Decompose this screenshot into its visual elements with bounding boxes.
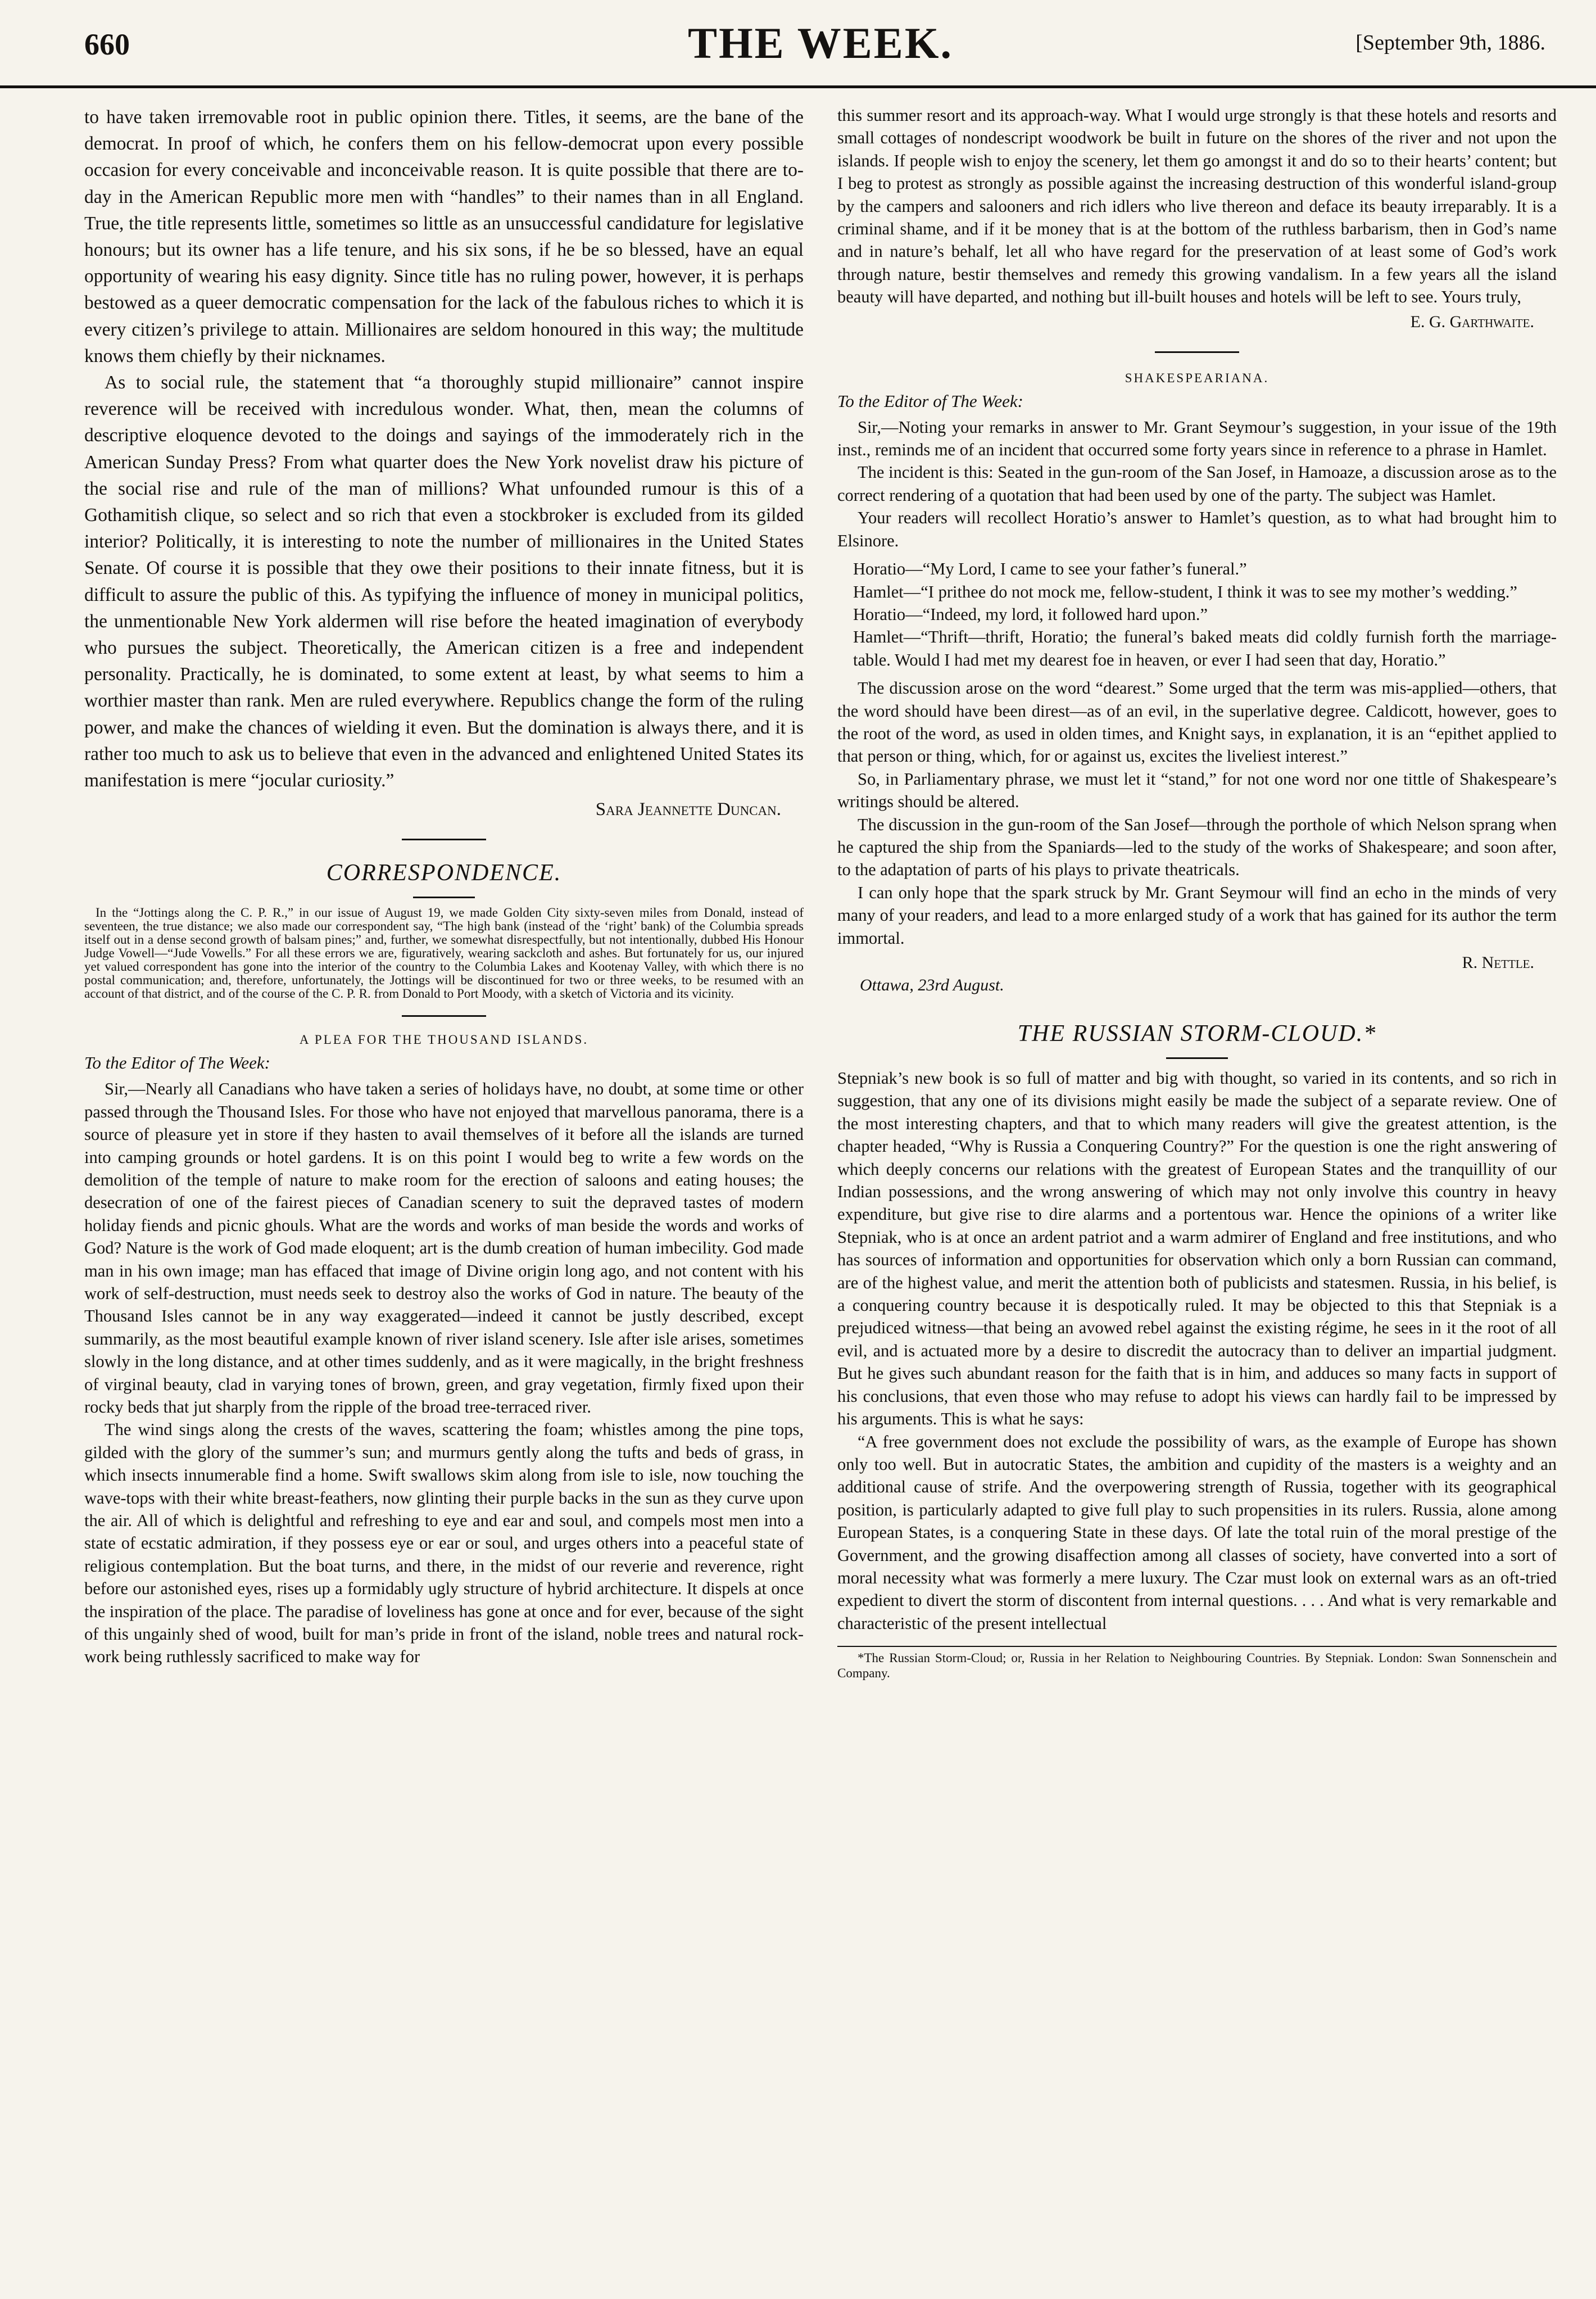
shakespeariana-salutation: To the Editor of The Week: — [837, 391, 1023, 411]
shakespeariana-paragraph: So, in Parliamentary phrase, we must let it “stand,” for not one word nor one tittle of Shakespeare’s writings should be altered. — [837, 769, 1557, 812]
essay-signature: Sara Jeannette Duncan. — [595, 799, 781, 820]
columns — [84, 104, 1557, 1681]
spacer — [837, 671, 1557, 677]
plea-salutation: To the Editor of The Week: — [84, 1053, 270, 1073]
shakespeariana-paragraph: I can only hope that the spark struck by Mr. Grant Seymour will find an echo in the minds of very many of your readers, and lead to a more enlarged study of a work that has gained for its author the term immortal. — [837, 883, 1557, 948]
shakespeariana-title: SHAKESPEARIANA. — [1125, 370, 1269, 385]
header-rule — [0, 85, 1596, 88]
shakespeariana-signature: R. Nettle. — [1462, 953, 1534, 972]
plea-continuation: this summer resort and its approach-way. What I would urge strongly is that these hotels and resorts and small cottages of nondescript woodwork be built in future on the shores of the river and not upon the islands. If people wish to enjoy the scenery, let them go amongst it and do so to their hearts’ content; but I beg to protest as strongly as possible against the increasing destruction of this wonderful island-group by the campers and salooners and rich idlers who live thereon and deface its beauty irreparably. It is a criminal shame, and if it be money that is at the bottom of the ruthless barbarism, then in God’s name and in nature’s behalf, let all who have regard for the preservation of at least some of God’s work through nature, bestir themselves and remedy this growing vandalism. In a few years all the island beauty will have departed, and nothing but ill-built houses and hotels will be left to see. Yours truly, — [837, 106, 1557, 307]
shakespeariana-paragraph: The discussion in the gun-room of the San Josef—through the porthole of which Nelson sprang when he captured the ship from the Spaniards—led to the study of the works of Shakespeare; and soon after, to the adaptation of parts of his plays to private theatricals. — [837, 814, 1557, 880]
shakespeariana-dateline: Ottawa, 23rd August. — [860, 976, 1004, 994]
heading-rule — [413, 897, 475, 898]
journal-title: THE WEEK. — [687, 19, 954, 67]
right-column — [837, 104, 1557, 1681]
plea-signature: E. G. Garthwaite. — [1410, 312, 1534, 331]
footnote: *The Russian Storm-Cloud; or, Russia in her Relation to Neighbouring Countries. By Stepniak. London: Swan Sonnenschein and Company. — [837, 1646, 1557, 1681]
shakespeariana-paragraph: The incident is this: Seated in the gun-room of the San Josef, in Hamoaze, a discussion arose as to the correct rendering of a quotation that had been used by one of the party. The subject was Hamlet. — [837, 463, 1557, 505]
page-number: 660 — [84, 28, 130, 61]
hamlet-dialogue — [837, 558, 1557, 671]
dialogue-line: Hamlet—“I prithee do not mock me, fellow-student, I think it was to see my mother’s wedding.” — [853, 582, 1517, 601]
plea-paragraph: Sir,—Nearly all Canadians who have taken a series of holidays have, no doubt, at some time or other passed through the Thousand Isles. For those who have not enjoyed that marvellous panorama, there is a source of pleasure yet in store if they hasten to avail themselves of it before all the islands are turned into camping grounds or hotel gardens. It is on this point I would beg to write a few words on the demolition of the temple of nature to make room for the erection of saloons and eating houses; the desecration of one of the fairest pieces of Canadian scenery to suit the depraved tastes of modern holiday fiends and picnic ghouls. What are the words and works of man beside the words and works of God? Nature is the work of God made eloquent; art is the dumb creation of human imbecility. God made man in his own image; man has effaced that image of Divine origin long ago, and not content with his work of self-destruction, must needs seek to destroy also the works of God in nature. The beauty of the Thousand Isles cannot be in any way exaggerated—indeed it cannot be justly described, except summarily, as the most beautiful example known of river island scenery. Isle after isle arises, sometimes slowly in the long distance, and at other times suddenly, and as it were magically, in the bright freshness of virginal beauty, clad in varying tones of brown, green, and gray vegetation, firmly fixed upon their rocky beds that jut sharply from the ripple of the broad tree-terraced river. — [84, 1079, 804, 1416]
correspondence-note: In the “Jottings along the C. P. R.,” in our issue of August 19, we made Golden City sixty-seven miles from Donald, instead of seventeen, the true distance; we also made our correspondent say, “The high bank (instead of the ‘right’ bank) of the Columbia spreads itself out in a dense second growth of balsam pines;” and, further, we somewhat disrespectfully, but not intentionally, dubbed His Honour Judge Vowell—“Jude Vowells.” For all these errors we are, figuratively, wearing sackcloth and ashes. But fortunately for us, our injured yet valued correspondent has gone into the interior of the country to the Columbia Lakes and Kootenay Valley, with which there is no postal communication; and, therefore, unfortunately, the Jottings will be discontinued for two or three weeks, to be resumed with an account of that district, and of the course of the C. P. R. from Donald to Port Moody, with a sketch of Victoria and its vicinity. — [84, 906, 804, 1001]
issue-date: [September 9th, 1886. — [1355, 31, 1545, 55]
heading-rule — [1166, 1057, 1228, 1059]
essay-conclusion — [84, 104, 804, 821]
storm-cloud-paragraph: “A free government does not exclude the possibility of wars, as the example of Europe has shown only too well. But in autocratic States, the ambition and cupidity of the masters is a weighty and an additional cause of strife. And the overpowering strength of Russia, together with its geographical position, is particularly adapted to give full play to such propensities in its rulers. Russia, alone among European States, is a conquering State in these days. Of late the total ruin of the moral prestige of the Government, and the growing disaffection among all classes of society, have converted into a sort of moral necessity what was formerly a mere luxury. The Czar must look on external wars as an oft-tried expedient to divert the storm of discontent from internal questions. . . . And what is very remarkable and characteristic of the present intellectual — [837, 1432, 1557, 1633]
left-column — [84, 104, 804, 1681]
masthead — [84, 0, 1557, 67]
essay-paragraph: As to social rule, the statement that “a thoroughly stupid millionaire” cannot inspire reverence will be received with incredulous wonder. What, then, mean the columns of descriptive eloquence devoted to the doings and sayings of the immoderately rich in the American Sunday Press? From what quarter does the New York novelist draw his picture of the social rise and rule of the man of millions? What unfounded rumour is this of a Gothamitish clique, so select and so rich that even a stockbroker is excluded from its gilded interior? Politically, it is interesting to note the number of millionaires in the United States Senate. Of course it is possible that they owe their positions to their innate fitness, but it is difficult to assure the public of this. As typifying the influence of money in municipal politics, the unmentionable New York aldermen will rise before the heated imagination of everybody who pursues the subject. Theoretically, the American citizen is a free and independent personality. Practically, he is dominated, to some extent at least, by what seems to him a worthier master than rank. Men are ruled everywhere. Republics change the form of the ruling power, and make the chances of wielding it even. But the domination is always there, and it is rather too much to ask us to believe that even in the advanced and enlightened United States its manifestation is mere “jocular curiosity.” — [84, 372, 804, 791]
plea-title: A PLEA FOR THE THOUSAND ISLANDS. — [299, 1033, 589, 1047]
dialogue-line: Horatio—“Indeed, my lord, it followed hard upon.” — [853, 604, 1208, 624]
storm-cloud-heading: THE RUSSIAN STORM-CLOUD.* — [1017, 1021, 1377, 1047]
correspondence-heading: CORRESPONDENCE. — [326, 860, 562, 886]
section-divider — [402, 1015, 486, 1017]
shakespeariana-paragraph: The discussion arose on the word “dearest.” Some urged that the term was mis-applied—others, that the word should have been direst—as of an evil, in the superlative degree. Caldicott, however, goes to the root of the word, as used in olden times, and Knight says, in explanation, it is an “epithet applied to that person or thing, which, for or against us, excites the liveliest interest.” — [837, 678, 1557, 766]
storm-cloud-paragraph: Stepniak’s new book is so full of matter and big with thought, so varied in its contents, and so rich in suggestion, that any one of its divisions might easily be made the subject of a separate review. One of the most interesting chapters, and that to which many readers will give the greatest attention, is the chapter headed, “Why is Russia a Conquering Country?” For the question is one the right answering of which deeply concerns our relations with the greatest of European States and the tranquillity of our Indian possessions, and the wrong answering of which may not only involve this country in heavy expenditure, but give rise to dire alarms and a portentous war. Hence the opinions of a writer like Stepniak, who is at once an ardent patriot and a warm admirer of England and free institutions, and who has sources of information and opportunities for observation which only a born Russian can command, are of the highest value, and merit the attention both of publicists and statesmen. Russia, in his belief, is a conquering country because it is despotically ruled. It may be objected to this that Stepniak is a prejudiced witness—that being an avowed rebel against the existing régime, he sees in it the root of all evil, and is actuated more by a desire to discredit the autocracy than to deliver an impartial judgment. But he gives such abundant reason for the faith that is in him, and adduces so many facts in support of his conclusions, that even those who may refuse to adopt his views can hardly fail to be impressed by his arguments. This is what he says: — [837, 1069, 1557, 1429]
dialogue-line: Horatio—“My Lord, I came to see your father’s funeral.” — [853, 559, 1247, 579]
essay-paragraph: to have taken irremovable root in public opinion there. Titles, it seems, are the bane of the democrat. In proof of which, he confers them on his fellow-democrat upon every possible occasion for every conceivable and inconceivable reason. It is quite possible that there are to-day in the American Republic more men with “handles” to their names than in all England. True, the title represents little, sometimes so little as an unsuccessful candidature for legislative honours; but its owner has a life tenure, and his six sons, if he be so blessed, have an equal opportunity of wearing his easy dignity. Since title has no ruling power, however, it is perhaps bestowed as a queer democratic compensation for the lack of the fabulous riches to which it is every citizen’s privilege to attain. Millionaires are seldom honoured in this way; the multitude knows them chiefly by their nicknames. — [84, 107, 804, 366]
section-divider — [402, 839, 486, 840]
section-divider — [1155, 351, 1239, 353]
spacer — [837, 552, 1557, 558]
shakespeariana-paragraph: Sir,—Noting your remarks in answer to Mr. Grant Seymour’s suggestion, in your issue of the 19th inst., reminds me of an incident that occurred some forty years since in reference to a phrase in Hamlet. — [837, 417, 1557, 460]
shakespeariana-paragraph: Your readers will recollect Horatio’s answer to Hamlet’s question, as to what had brought him to Elsinore. — [837, 508, 1557, 550]
dialogue-line: Hamlet—“Thrift—thrift, Horatio; the funeral’s baked meats did coldly furnish forth the marriage-table. Would I had met my dearest foe in heaven, or ever I had seen that day, Horatio.” — [853, 627, 1557, 669]
plea-paragraph: The wind sings along the crests of the waves, scattering the foam; whistles among the pine tops, gilded with the glory of the summer’s sun; and murmurs gently along the tufts and beds of grass, in which insects innumerable find a home. Swift swallows skim along from isle to isle, now touching the wave-tops with their white breast-feathers, now glinting their purple backs in the sun as they curve upon the air. All of which is delightful and refreshing to eye and ear and soul, and compels most men into a state of ecstatic admiration, if they possess eye or ear or soul, and urges others into a peaceful state of religious contemplation. But the boat turns, and there, in the midst of our reverie and reverence, right before our astonished eyes, rises up a formidably ugly structure of hybrid architecture. It dispels at once the inspiration of the place. The paradise of loveliness has gone at once and for ever, because of the sight of this ungainly shed of wood, built for man’s pride in front of the island, noble trees and natural rock-work being ruthlessly sacrificed to make way for — [84, 1420, 804, 1667]
